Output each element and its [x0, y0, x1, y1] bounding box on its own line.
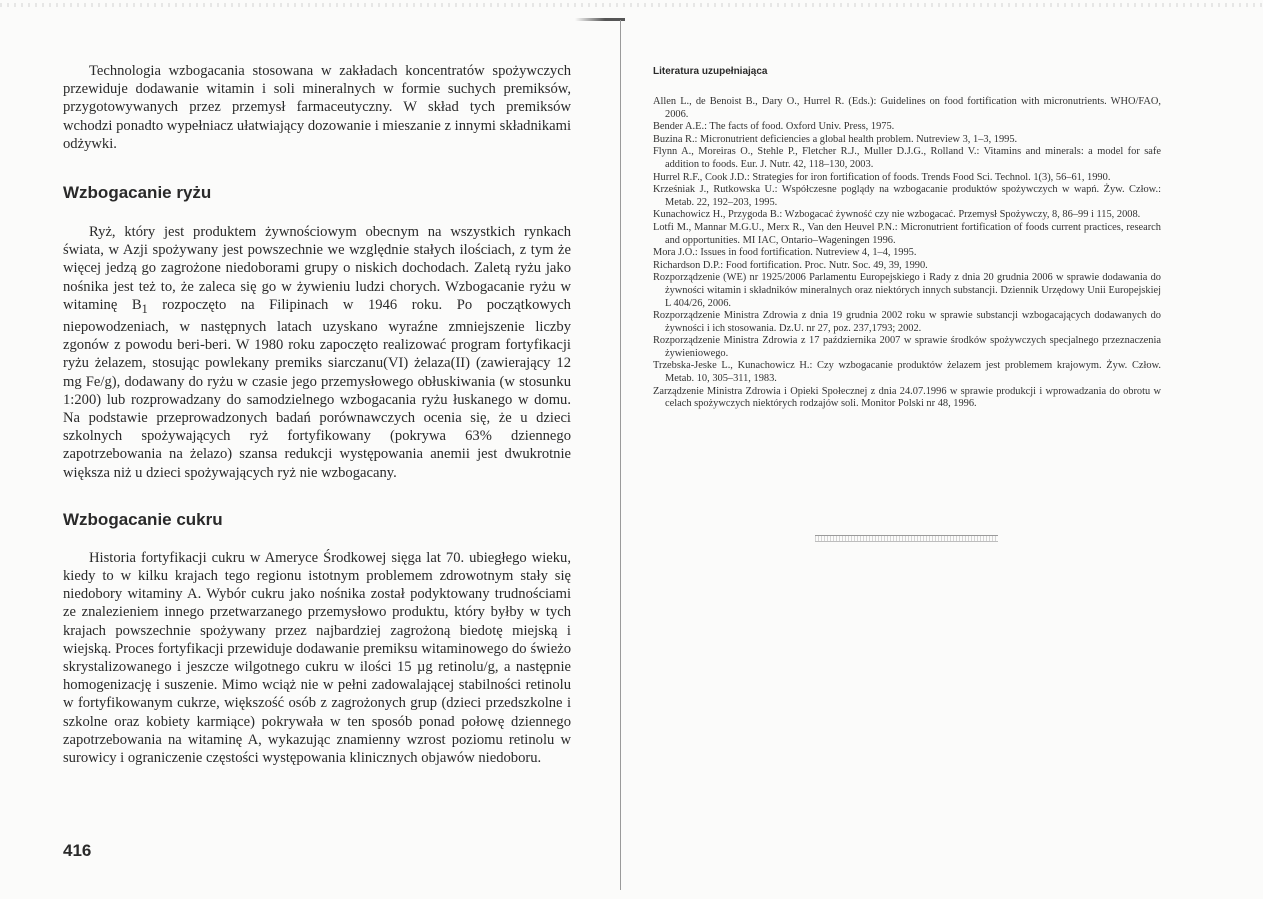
- reference-item: Flynn A., Moreiras O., Stehle P., Fletcher R.J., Muller D.J.G., Rolland V.: Vitamins and minerals: a model for safe addition to foods. Eur. J. Nutr. 42, 118–130, 2003.: [653, 146, 1161, 170]
- section-heading-rice: Wzbogacanie ryżu: [63, 183, 212, 203]
- reference-item: Buzina R.: Micronutrient deficiencies a global health problem. Nutreview 3, 1–3, 1995.: [653, 133, 1018, 145]
- ornamental-divider: [815, 535, 998, 542]
- reference-item: Bender A.E.: The facts of food. Oxford Univ. Press, 1975.: [653, 121, 895, 133]
- reference-item: Allen L., de Benoist B., Dary O., Hurrel R. (Eds.): Guidelines on food fortification with micronutrients. WHO/FAO, 2006.: [653, 96, 1161, 120]
- reference-item: Lotfi M., Mannar M.G.U., Merx R., Van den Heuvel P.N.: Micronutrient fortification of foods current practices, research and opportunities. MI IAC, Ontario–Wageningen 1996.: [653, 221, 1161, 246]
- spine-mark: [575, 18, 625, 21]
- reference-item: Kunachowicz H., Przygoda B.: Wzbogacać żywność czy nie wzbogacać. Przemysł Spożywczy, 8, 86–99 i 115, 2008.: [653, 209, 1141, 221]
- reference-item: Mora J.O.: Issues in food fortification. Nutreview 4, 1–4, 1995.: [653, 247, 917, 259]
- reference-item: Richardson D.P.: Food fortification. Proc. Nutr. Soc. 49, 39, 1990.: [653, 259, 928, 271]
- book-spine: [620, 20, 621, 890]
- rice-text-part2: rozpoczęto na Filipinach w 1946 roku. Po początkowych niepowodzeniach, w następnych latach uzyskano wyraźne zmniejszenie liczby zgonów z powodu beri-beri. W 1980 roku zapoczęto realizować program fortyfikacji ryżu żelazem, stosując powlekany premiks siarczanu(VI) żelaza(II) (zawierający 12 mg Fe/g), dodawany do ryżu w czasie jego przemysłowego obłuskiwania (w stosunku 1:200) lub rozprowadzany do samodzielnego wzbogacania ryżu łuskanego w domu. Na podstawie przeprowadzonych badań porównawczych ocenia się, że u dzieci szkolnych spożywających ryż fortyfikowany (pokrywa 63% dziennego zapotrzebowania na żelazo) szansa redukcji występowania anemii jest dwukrotnie większa niż u dzieci spożywających ryż nie wzbogacany.: [63, 296, 571, 481]
- reference-item: Hurrel R.F., Cook J.D.: Strategies for iron fortification of foods. Trends Food Sci. Technol. 1(3), 56–61, 1990.: [653, 171, 1111, 183]
- reference-item: Zarządzenie Ministra Zdrowia i Opieki Społecznej z dnia 24.07.1996 w sprawie produkcji i wprowadzania do obrotu w celach spożywczych niektórych rodzajów soli. Monitor Polski nr 48, 1996.: [653, 385, 1161, 410]
- right-page: [653, 66, 1161, 411]
- rice-paragraph: [63, 223, 571, 482]
- intro-paragraph: Technologia wzbogacania stosowana w zakładach koncentratów spożywczych przewiduje dodawanie witamin i soli mineralnych w formie suchych premiksów, przygotowywanych przez przemysł farmaceutyczny. W skład tych premiksów wchodzi ponadto wypełniacz ułatwiający dozowanie i mieszanie z innymi składnikami odżywki.: [63, 63, 571, 152]
- reference-item: Trzebska-Jeske L., Kunachowicz H.: Czy wzbogacanie produktów żelazem jest problemem krajowym. Żyw. Człow. Metab. 10, 305–311, 1983.: [653, 360, 1161, 385]
- sugar-paragraph: Historia fortyfikacji cukru w Ameryce Środkowej sięga lat 70. ubiegłego wieku, kiedy to w kilku krajach tego regionu istotnym problemem zdrowotnym stały się niedobory witaminy A. Wybór cukru jako nośnika został podyktowany trudnościami ze znalezieniem innego przetwarzanego przemysłowo produktu, który byłby w tych krajach powszechnie spożywany przez najbardziej zagrożoną biedotę miejską i wiejską. Proces fortyfikacji przewiduje dodawanie premiksu witaminowego do świeżo skrystalizowanego i jeszcze wilgotnego cukru w ilości 15 µg retinolu/g, a następnie homogenizację i suszenie. Mimo wciąż nie w pełni zadowalającej stabilności retinolu w fortyfikowanym cukrze, większość osób z zagrożonych grup (dzieci przedszkolne i szkolne oraz kobiety karmiące) pokrywała w ten sposób ponad połowę dziennego zapotrzebowania na witaminę A, wykazując znamienny wzrost poziomu retinolu w surowicy i ograniczenie częstości występowania klinicznych objawów niedoboru.: [63, 549, 571, 766]
- reference-item: Rozporządzenie Ministra Zdrowia z dnia 19 grudnia 2002 roku w sprawie substancji wzbogacających dodawanych do żywności i ich stosowania. Dz.U. nr 27, poz. 237,1793; 2002.: [653, 310, 1161, 334]
- reference-item: Krześniak J., Rutkowska U.: Współczesne poglądy na wzbogacanie produktów spożywczych w wapń. Żyw. Człow.: Metab. 22, 192–203, 1995.: [653, 184, 1161, 208]
- reference-item: Rozporządzenie (WE) nr 1925/2006 Parlamentu Europejskiego i Rady z dnia 20 grudnia 2006 w sprawie dodawania do żywności witamin i składników mineralnych oraz niektórych innych substancji. Dziennik Urzędowy Unii Europejskiej L 404/26, 2006.: [653, 272, 1161, 309]
- rice-text-part1: Ryż, który jest produktem żywnościowym obecnym na wszystkich rynkach świata, w Azji spożywany jest powszechnie we względnie stałych ilościach, z tym że więcej jedzą go zagrożone niedoborami grupy o niskich dochodach. Zaletą ryżu jako nośnika jest też to, że zaleca się go w żywieniu ludzi chorych. Wzbogacanie ryżu w witaminę B: [63, 224, 571, 313]
- page-number: 416: [63, 841, 92, 860]
- scan-edge-noise: [0, 3, 1263, 7]
- reference-list: [653, 96, 1161, 411]
- references-heading: Literatura uzupełniająca: [653, 66, 768, 77]
- rice-subscript: 1: [141, 301, 148, 316]
- section-heading-sugar: Wzbogacanie cukru: [63, 509, 223, 529]
- reference-item: Rozporządzenie Ministra Zdrowia z 17 października 2007 w sprawie środków spożywczych specjalnego przeznaczenia żywieniowego.: [653, 335, 1161, 359]
- left-page: [63, 62, 571, 767]
